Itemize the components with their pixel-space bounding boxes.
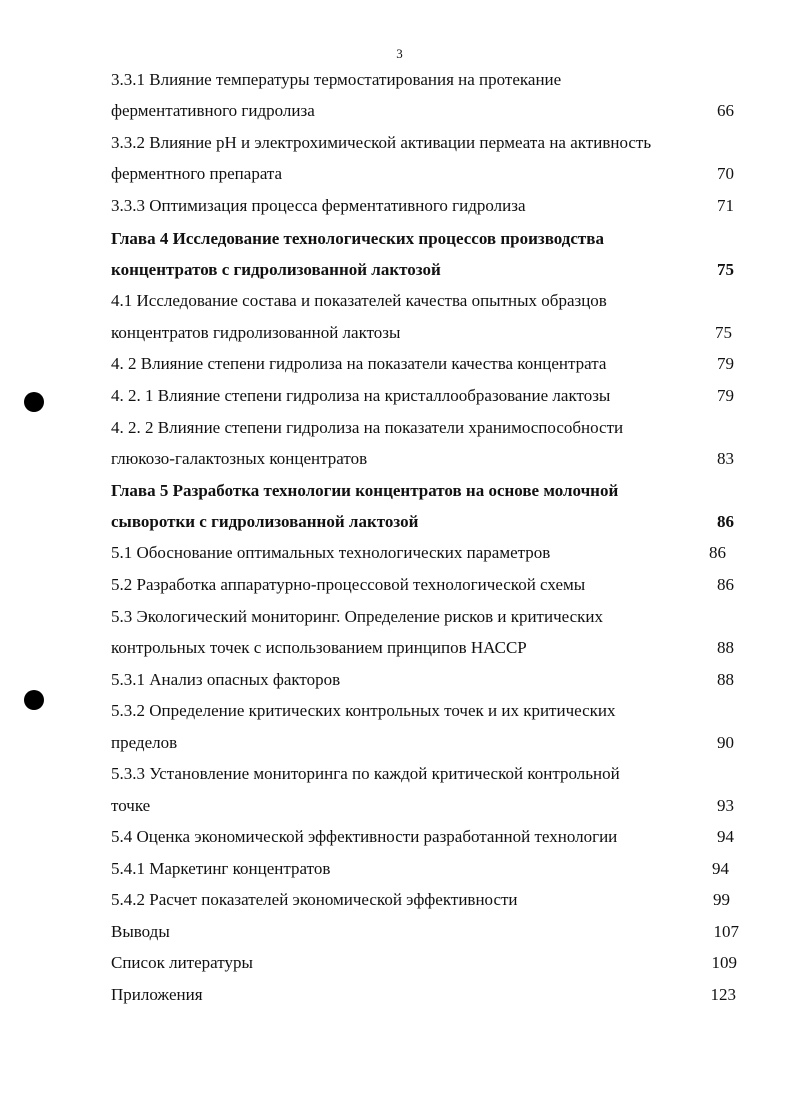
toc-entry-line: 5.3.1 Анализ опасных факторов bbox=[111, 670, 341, 689]
toc-entry-line: контрольных точек с использованием принципов НАССР bbox=[111, 638, 527, 657]
page-number: 3 bbox=[396, 46, 403, 61]
toc-page-number: 90 bbox=[717, 733, 734, 752]
punch-hole-mark bbox=[24, 690, 44, 710]
toc-entry-line: точке bbox=[111, 796, 151, 815]
toc-entry-line: 4.1 Исследование состава и показателей качества опытных образцов bbox=[111, 291, 607, 310]
toc-entry-line: 5.4.1 Маркетинг концентратов bbox=[111, 859, 331, 878]
toc-entry-line: концентратов гидролизованной лактозы bbox=[111, 323, 401, 342]
toc-entry-line: Глава 5 Разработка технологии концентратов на основе молочной bbox=[111, 481, 619, 500]
toc-page-number: 75 bbox=[717, 260, 734, 279]
toc-entry-line: Приложения bbox=[111, 985, 203, 1004]
toc-entry-line: 3.3.2 Влияние рН и электрохимической активации пермеата на активность bbox=[111, 133, 652, 152]
toc-page-number: 83 bbox=[717, 449, 734, 468]
toc-entry-line: 5.3.3 Установление мониторинга по каждой критической контрольной bbox=[111, 764, 620, 783]
toc-entry-line: Глава 4 Исследование технологических процессов производства bbox=[111, 229, 604, 248]
toc-entry-line: 4. 2. 2 Влияние степени гидролиза на показатели хранимоспособности bbox=[111, 418, 624, 437]
toc-page-number: 71 bbox=[717, 196, 734, 215]
toc-entry-line: 5.3.2 Определение критических контрольных точек и их критических bbox=[111, 701, 616, 720]
toc-page-number: 109 bbox=[711, 953, 737, 972]
toc-page-number: 75 bbox=[715, 323, 732, 342]
toc-entry-line: 4. 2 Влияние степени гидролиза на показатели качества концентрата bbox=[111, 354, 607, 373]
toc-entry-line: ферментативного гидролиза bbox=[111, 101, 315, 120]
toc-page-number: 94 bbox=[717, 827, 734, 846]
toc-page-number: 86 bbox=[717, 575, 734, 594]
toc-entry-line: 3.3.3 Оптимизация процесса ферментативного гидролиза bbox=[111, 196, 526, 215]
toc-page-number: 86 bbox=[709, 543, 726, 562]
toc-page-number: 66 bbox=[717, 101, 734, 120]
toc-page-number: 79 bbox=[717, 354, 734, 373]
toc-page-number: 93 bbox=[717, 796, 734, 815]
toc-entry-line: сыворотки с гидролизованной лактозой bbox=[111, 512, 419, 531]
toc-entry-line: Выводы bbox=[111, 922, 170, 941]
toc-page-number: 86 bbox=[717, 512, 734, 531]
toc-entry-line: 5.4.2 Расчет показателей экономической эффективности bbox=[111, 890, 518, 909]
punch-hole-mark bbox=[24, 392, 44, 412]
toc-entry-line: 4. 2. 1 Влияние степени гидролиза на кристаллообразование лактозы bbox=[111, 386, 611, 405]
toc-entry-line: глюкозо-галактозных концентратов bbox=[111, 449, 368, 468]
toc-entry-line: 5.4 Оценка экономической эффективности разработанной технологии bbox=[111, 827, 618, 846]
toc-page-number: 88 bbox=[717, 670, 734, 689]
toc-entry-line: Список литературы bbox=[111, 953, 253, 972]
toc-page-number: 79 bbox=[717, 386, 734, 405]
toc-page-number: 70 bbox=[717, 164, 734, 183]
toc-entry-line: 5.3 Экологический мониторинг. Определение рисков и критических bbox=[111, 607, 604, 626]
toc-page-number: 99 bbox=[713, 890, 730, 909]
toc-page-number: 94 bbox=[712, 859, 729, 878]
toc-page-number: 123 bbox=[710, 985, 736, 1004]
toc-entry-line: 3.3.1 Влияние температуры термостатирования на протекание bbox=[111, 70, 562, 89]
toc-entry-line: ферментного препарата bbox=[111, 164, 283, 183]
toc-page-number: 88 bbox=[717, 638, 734, 657]
toc-entry-line: 5.1 Обоснование оптимальных технологических параметров bbox=[111, 543, 551, 562]
toc-entry-line: концентратов с гидролизованной лактозой bbox=[111, 260, 441, 279]
toc-page-number: 107 bbox=[713, 922, 739, 941]
toc-entry-line: пределов bbox=[111, 733, 178, 752]
toc-entry-line: 5.2 Разработка аппаратурно-процессовой технологической схемы bbox=[111, 575, 586, 594]
